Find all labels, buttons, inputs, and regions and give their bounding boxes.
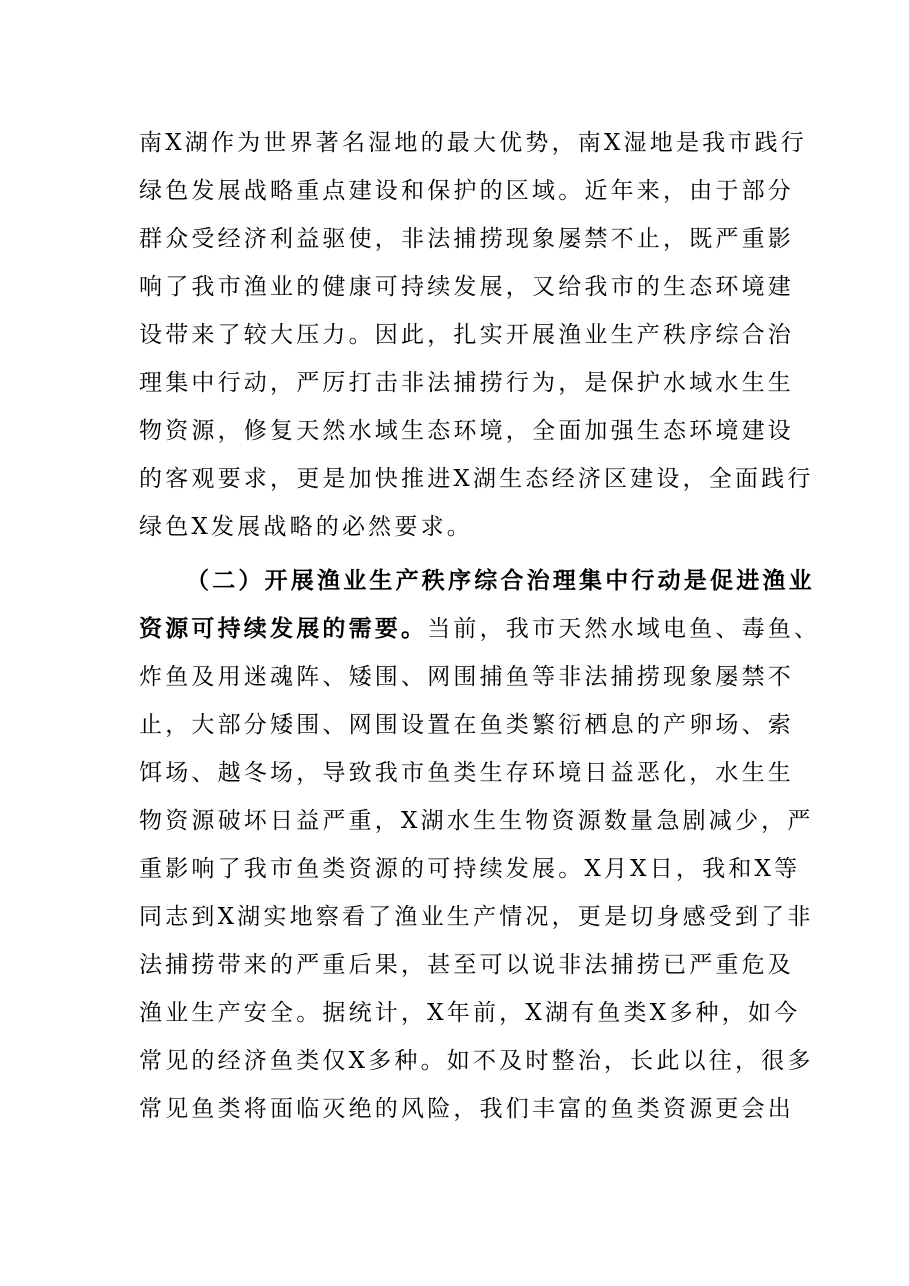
paragraph-line bbox=[139, 512, 779, 542]
line-text: 饵场、越冬场，导致我市鱼类生存环境日益恶化，水生生 bbox=[139, 760, 794, 786]
section-heading-cont: 资源可持续发展的需要。 bbox=[139, 615, 428, 642]
line-text: 响了我市渔业的健康可持续发展，又给我市的生态环境建 bbox=[139, 274, 794, 300]
line-text: 设带来了较大压力。因此，扎实开展渔业生产秩序综合治 bbox=[139, 322, 794, 348]
paragraph-line bbox=[139, 368, 794, 398]
line-text: 渔业生产安全。据统计，X年前，X湖有鱼类X多种，如今 bbox=[139, 1000, 801, 1026]
paragraph-line bbox=[139, 1094, 794, 1124]
section-heading-line bbox=[186, 566, 815, 596]
line-text: 止，大部分矮围、网围设置在鱼类繁衍栖息的产卵场、索 bbox=[139, 712, 794, 738]
line-text: 群众受经济利益驱使，非法捕捞现象屡禁不止，既严重影 bbox=[139, 226, 794, 252]
paragraph-line bbox=[139, 806, 814, 836]
paragraph-line bbox=[139, 272, 794, 302]
paragraph-line bbox=[139, 614, 821, 644]
line-text: 理集中行动，严厉打击非法捕捞行为，是保护水域水生生 bbox=[139, 370, 794, 396]
paragraph-line bbox=[139, 950, 794, 980]
line-text: 南X湖作为世界著名湿地的最大优势，南X湿地是我市践行 bbox=[139, 130, 807, 156]
paragraph-line bbox=[139, 758, 794, 788]
paragraph-line bbox=[139, 1046, 814, 1076]
paragraph-line bbox=[139, 998, 801, 1028]
line-text: 物资源，修复天然水域生态环境，全面加强生态环境建设 bbox=[139, 418, 794, 444]
line-text: 当前，我市天然水域电鱼、毒鱼、 bbox=[427, 616, 821, 642]
line-text: 法捕捞带来的严重后果，甚至可以说非法捕捞已严重危及 bbox=[139, 952, 794, 978]
paragraph-line bbox=[139, 128, 807, 158]
line-text: 物资源破坏日益严重，X湖水生生物资源数量急剧减少，严 bbox=[139, 808, 814, 834]
line-text: 重影响了我市鱼类资源的可持续发展。X月X日，我和X等 bbox=[139, 856, 801, 882]
paragraph-line bbox=[139, 854, 801, 884]
paragraph-line bbox=[139, 416, 794, 446]
paragraph-line bbox=[139, 176, 794, 206]
paragraph-line bbox=[139, 710, 794, 740]
paragraph-line bbox=[139, 224, 794, 254]
section-heading: （二）开展渔业生产秩序综合治理集中行动是促进渔业 bbox=[186, 567, 815, 594]
paragraph-line bbox=[139, 320, 794, 350]
paragraph-line bbox=[139, 464, 814, 494]
line-text: 常见鱼类将面临灭绝的风险，我们丰富的鱼类资源更会出 bbox=[139, 1096, 794, 1122]
line-text: 常见的经济鱼类仅X多种。如不及时整治，长此以往，很多 bbox=[139, 1048, 814, 1074]
paragraph-line bbox=[139, 902, 814, 932]
line-text: 绿色发展战略重点建设和保护的区域。近年来，由于部分 bbox=[139, 178, 794, 204]
line-text: 同志到X湖实地察看了渔业生产情况，更是切身感受到了非 bbox=[139, 904, 814, 930]
paragraph-line bbox=[139, 662, 794, 692]
line-text: 绿色X发展战略的必然要求。 bbox=[139, 514, 473, 540]
line-text: 炸鱼及用迷魂阵、矮围、网围捕鱼等非法捕捞现象屡禁不 bbox=[139, 664, 794, 690]
line-text: 的客观要求，更是加快推进X湖生态经济区建设，全面践行 bbox=[139, 466, 814, 492]
